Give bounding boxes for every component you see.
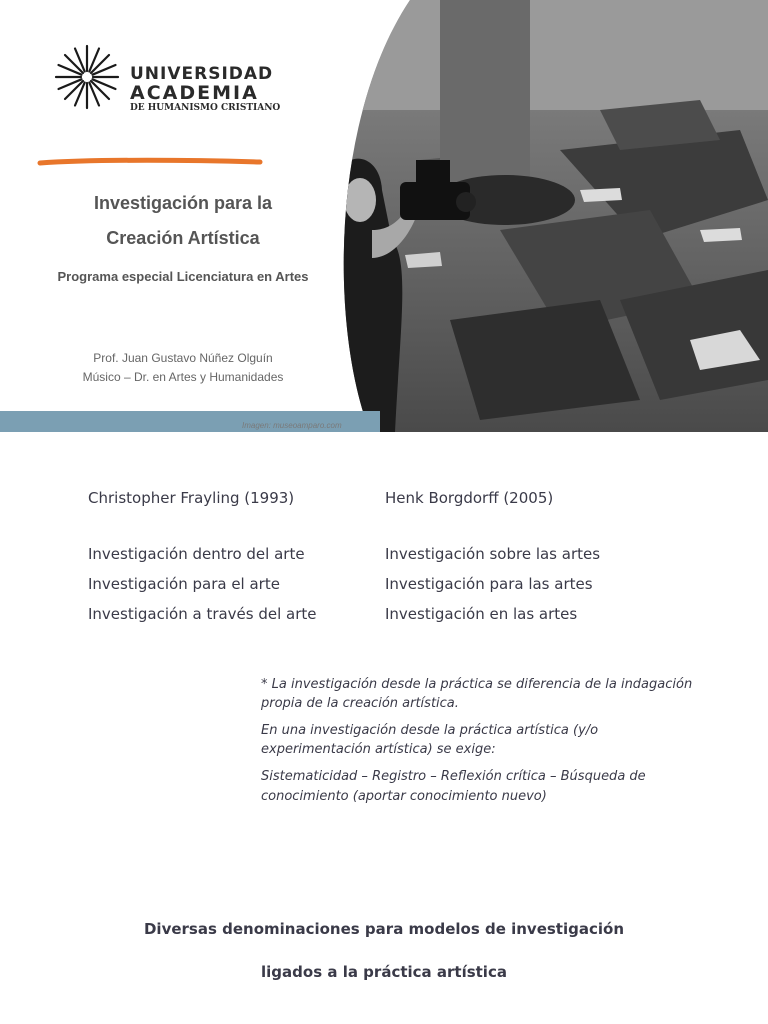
borgdorff-item: Investigación sobre las artes bbox=[385, 545, 601, 563]
borgdorff-heading: Henk Borgdorff (2005) bbox=[385, 489, 554, 507]
orange-brush-stroke bbox=[36, 156, 276, 170]
frayling-item: Investigación dentro del arte bbox=[88, 545, 305, 563]
logo-text-academia: ACADEMIA bbox=[130, 82, 259, 104]
note-line: En una investigación desde la práctica artística (y/o bbox=[261, 723, 599, 738]
note-line: propia de la creación artística. bbox=[261, 696, 459, 711]
borgdorff-item: Investigación para las artes bbox=[385, 575, 593, 593]
logo-text-universidad: UNIVERSIDAD bbox=[130, 64, 274, 84]
professor-name: Prof. Juan Gustavo Núñez Olguín bbox=[93, 351, 273, 365]
frayling-item: Investigación para el arte bbox=[88, 575, 280, 593]
sunburst-icon bbox=[54, 44, 120, 110]
note-line: Sistematicidad – Registro – Reflexión crítica – Búsqueda de bbox=[261, 769, 646, 784]
professor-role: Músico – Dr. en Artes y Humanidades bbox=[82, 370, 284, 384]
university-logo bbox=[54, 44, 294, 116]
image-credit: Imagen: museoamparo.com bbox=[242, 421, 342, 430]
frayling-heading: Christopher Frayling (1993) bbox=[88, 489, 295, 507]
logo-text-humanismo: DE HUMANISMO CRISTIANO bbox=[130, 103, 281, 113]
title-slide bbox=[0, 0, 768, 432]
note-line: * La investigación desde la práctica se diferencia de la indagación bbox=[261, 677, 693, 692]
note-line: experimentación artística) se exige: bbox=[261, 742, 496, 757]
subtitle: Programa especial Licenciatura en Artes bbox=[57, 269, 309, 284]
title-line-1: Investigación para la bbox=[93, 193, 273, 213]
footer-title-line-1: Diversas denominaciones para modelos de investigación bbox=[143, 920, 624, 938]
title-line-2: Creación Artística bbox=[106, 228, 260, 248]
borgdorff-item: Investigación en las artes bbox=[385, 605, 578, 623]
footer-title-line-2: ligados a la práctica artística bbox=[261, 963, 507, 981]
frayling-item: Investigación a través del arte bbox=[88, 605, 317, 623]
note-line: conocimiento (aportar conocimiento nuevo) bbox=[261, 789, 547, 804]
